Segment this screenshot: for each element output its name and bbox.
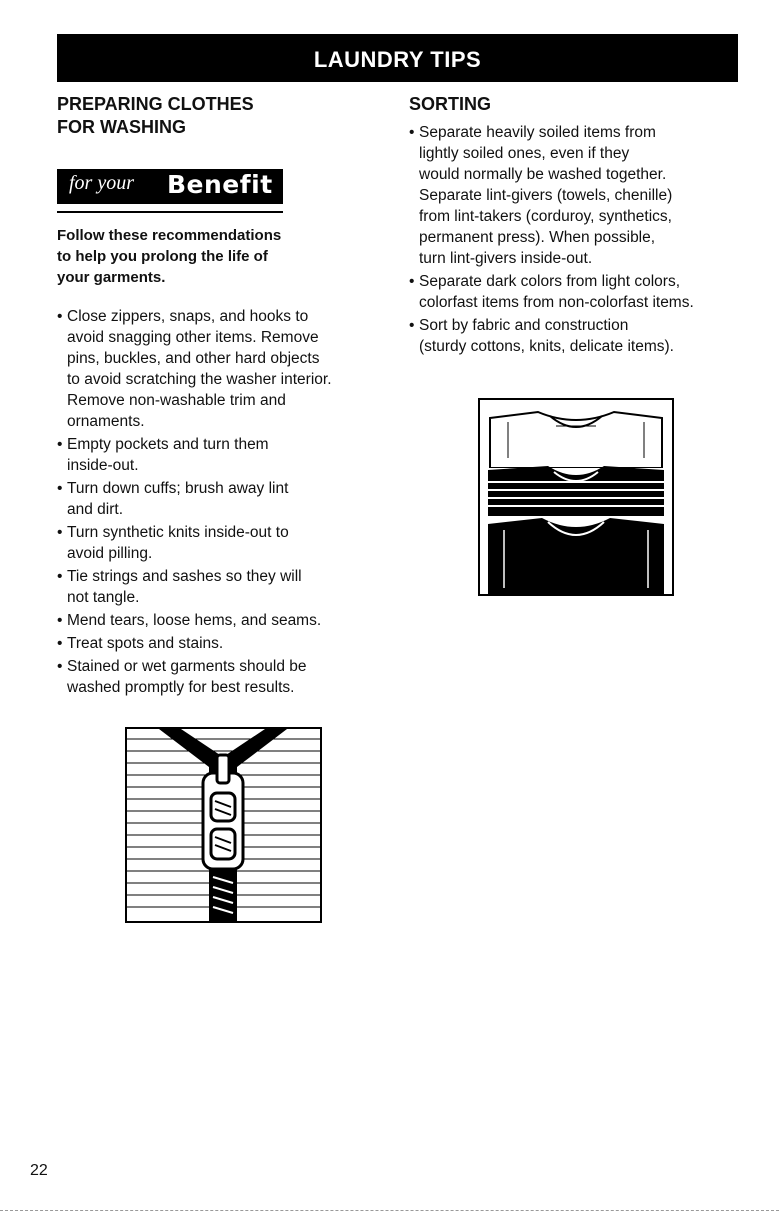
list-item: • Mend tears, loose hems, and seams.	[57, 610, 387, 631]
sorting-heading: SORTING	[409, 94, 492, 114]
preparing-clothes-section	[57, 93, 387, 700]
list-item: • Separate heavily soiled items from lightly soiled ones, even if they would normally be washed together. Separate lint-givers (towels, chenille) from lint-takers (corduroy, synthetics, permanent press). When possible, turn lint-givers inside-out.	[409, 122, 749, 269]
preparing-tips-list	[57, 306, 387, 698]
list-item: • Treat spots and stains.	[57, 633, 387, 654]
sorted-shirts-illustration	[478, 398, 674, 596]
list-item: • Empty pockets and turn them inside-out.	[57, 434, 387, 476]
list-item: • Stained or wet garments should be washed promptly for best results.	[57, 656, 387, 698]
benefit-underline	[57, 211, 283, 213]
page-bottom-rule	[0, 1210, 779, 1212]
benefit-badge-bold: Benefit	[167, 170, 273, 199]
page-number: 22	[30, 1162, 48, 1179]
list-item: • Sort by fabric and construction (sturdy cottons, knits, delicate items).	[409, 315, 749, 357]
sorting-tips-list	[409, 122, 749, 357]
zipper-illustration	[125, 727, 322, 923]
benefit-badge-italic: for your	[69, 172, 134, 194]
list-item: • Close zippers, snaps, and hooks to avoid snagging other items. Remove pins, buckles, and other hard objects to avoid scratching the washer interior. Remove non-washable trim and ornaments.	[57, 306, 387, 432]
list-item: • Separate dark colors from light colors, colorfast items from non-colorfast items.	[409, 271, 749, 313]
benefit-intro-text: Follow these recommendations to help you prolong the life of your garments.	[57, 227, 282, 286]
sorting-section	[409, 93, 749, 359]
page-banner: LAUNDRY TIPS	[57, 34, 738, 82]
list-item: • Turn down cuffs; brush away lint and dirt.	[57, 478, 387, 520]
preparing-clothes-heading: PREPARING CLOTHES FOR WASHING	[57, 94, 254, 137]
for-your-benefit-badge	[57, 169, 283, 204]
list-item: • Tie strings and sashes so they will not tangle.	[57, 566, 387, 608]
list-item: • Turn synthetic knits inside-out to avoid pilling.	[57, 522, 387, 564]
